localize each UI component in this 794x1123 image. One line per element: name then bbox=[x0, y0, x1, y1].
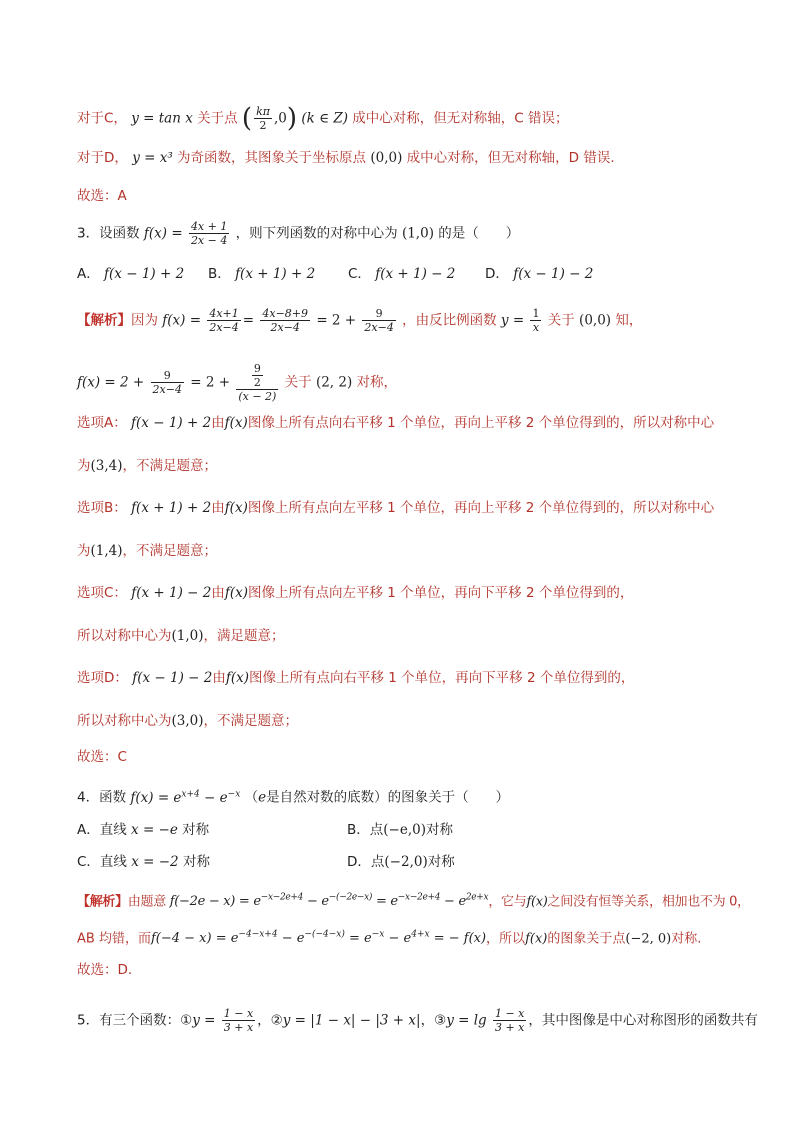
text: 3．设函数 bbox=[77, 225, 140, 242]
text: 的是（ ） bbox=[438, 225, 520, 242]
math-expr: f(x) = bbox=[143, 225, 183, 242]
math-expr: y = tan x bbox=[131, 110, 193, 127]
frac-den: x bbox=[532, 321, 540, 334]
math-expr: = 2 + bbox=[190, 374, 231, 391]
text: 成中心对称，但无对称轴，D 错误. bbox=[406, 150, 615, 166]
q4-analysis-line-1: 【解析】由题意 $f(-2e - x) = e^{-x-2e+4} - e^{-(-2e-x)} = e^{-x-2e+4} - e^{2e+x}$，它与f(x)之间没有恒等关系，相加也不为 0， bbox=[77, 893, 750, 910]
frac-num: 9 bbox=[151, 369, 184, 383]
math-expr: y = bbox=[500, 312, 525, 329]
frac-den: 2x − 4 bbox=[190, 234, 228, 247]
frac-num: 1 bbox=[532, 307, 540, 320]
text: 4．函数 bbox=[77, 789, 127, 806]
q3-option-a-analysis-2: 为(3,4)，不满足题意； bbox=[77, 458, 218, 474]
frac-den: 2 bbox=[253, 376, 261, 389]
fraction bbox=[189, 220, 229, 247]
math-expr: f(x − 1) + 2 bbox=[104, 266, 185, 282]
math-expr: y = |1 − x| − |3 + x| bbox=[282, 1012, 421, 1029]
frac-num: 4x+1 bbox=[209, 307, 239, 320]
fraction: $\frac{1 - x}{3 + x}$ bbox=[223, 1007, 254, 1034]
frac-den: 2x−4 bbox=[152, 383, 182, 396]
math-expr: (1,4) bbox=[90, 543, 123, 559]
math-expr: (0,0) bbox=[579, 312, 612, 329]
math-expr: f(x − 1) + 2 bbox=[131, 415, 212, 431]
math-expr: ,0 bbox=[273, 110, 287, 127]
text: 对称， bbox=[356, 374, 398, 391]
q3-option-c[interactable] bbox=[348, 264, 455, 284]
line-c-analysis bbox=[77, 105, 569, 132]
fraction: $\frac{1 - x}{3 + x}$ bbox=[494, 1007, 525, 1034]
q3-option-a[interactable] bbox=[77, 264, 184, 284]
fraction bbox=[260, 307, 310, 334]
answer-line-1: 故选：A bbox=[77, 188, 127, 204]
math-expr: f(x + 1) − 2 bbox=[131, 585, 212, 601]
math-expr: f(x) bbox=[224, 415, 248, 431]
frac-den: 2x−4 bbox=[270, 321, 300, 334]
text: 关于点 bbox=[197, 110, 238, 127]
q3-answer: 故选：C bbox=[77, 749, 127, 765]
question-4: 4．函数 $f(x) = e^{x+4} - e^{-x}$ （e是自然对数的底数）的图象关于（ ） bbox=[77, 789, 510, 806]
math-expr: $f(-2e - x) = e^{-x-2e+4} - e^{-(-2e-x)} = e^{-x-2e+4} - e^{2e+x}$ bbox=[169, 893, 489, 910]
math-expr: x = −e bbox=[131, 822, 178, 838]
math-expr: f(x) bbox=[224, 500, 248, 516]
q3-analysis-line-2 bbox=[77, 362, 397, 403]
frac-num: 9 bbox=[362, 307, 395, 321]
math-expr: = 2 + bbox=[316, 312, 357, 329]
math-expr: f(x) = 2 + bbox=[77, 374, 145, 391]
text: ，由反比例函数 bbox=[402, 312, 497, 329]
analysis-tag: 【解析】 bbox=[77, 894, 128, 910]
q3-analysis-line-1: 【解析】因为 f(x) = $\frac{4x+1}{2x-4}$ = $\frac{4x-8+9}{2x-4}$ = 2 + $\frac{9}{2x-4}$ ，由反比例函数 y = $\frac{1}{x}$ 关于 (0,0) 知， bbox=[77, 307, 643, 334]
text: 因为 bbox=[131, 312, 158, 329]
math-expr: y = bbox=[192, 1012, 216, 1029]
frac-num bbox=[236, 362, 278, 390]
q4-option-d[interactable]: D．点(−2,0)对称 bbox=[347, 854, 455, 870]
frac-num: 9 bbox=[253, 362, 261, 375]
q3-option-b-analysis-2: 为(1,4)，不满足题意； bbox=[77, 543, 218, 559]
fraction bbox=[207, 307, 240, 334]
math-expr: (k ∈ Z) bbox=[301, 110, 348, 127]
text: 知， bbox=[615, 312, 643, 329]
text: 对于D， bbox=[77, 150, 128, 166]
option-label: B． bbox=[208, 266, 231, 282]
fraction bbox=[362, 307, 395, 334]
math-expr: (−e,0) bbox=[383, 822, 426, 838]
q3-option-d-analysis-2: 所以对称中心为(3,0)，不满足题意； bbox=[77, 713, 299, 729]
paren-open: ( bbox=[241, 103, 253, 134]
question-5: 5．有三个函数：①y = $\frac{1 - x}{3 + x}$ ，②y = |1 − x| − |3 + x|，③y = lg $\frac{1 - x}{3 + x}$ ，其中图像是中心对称图形的函数共有 bbox=[77, 1007, 758, 1034]
math-expr: f(x − 1) − 2 bbox=[132, 670, 213, 686]
math-expr: f(x + 1) + 2 bbox=[131, 500, 212, 516]
math-expr: (−2, 0) bbox=[625, 931, 672, 947]
text: 关于 bbox=[284, 374, 312, 391]
q3-option-d[interactable] bbox=[485, 264, 593, 284]
math-expr: $f(-4 - x) = e^{-4-x+4} - e^{-(-4-x)} = e^{-x} - e^{4+x}$ = − f(x) bbox=[150, 930, 487, 947]
frac-num: 4x−8+9 bbox=[262, 307, 309, 320]
option-label: A． bbox=[77, 266, 100, 282]
frac-num: 4x + 1 bbox=[190, 220, 228, 233]
math-expr: (1,0) bbox=[171, 628, 204, 644]
frac-den: 2x−4 bbox=[209, 321, 239, 334]
text: 为奇函数，其图象关于坐标原点 bbox=[177, 150, 367, 166]
math-expr: (−2,0) bbox=[384, 854, 428, 870]
text: ，则下列函数的对称中心为 bbox=[235, 225, 398, 242]
frac-num: kπ bbox=[256, 105, 270, 118]
q4-option-c[interactable]: C．直线 x = −2 对称 bbox=[77, 854, 210, 870]
math-expr: f(x) bbox=[225, 670, 249, 686]
q3-option-b-analysis: 选项B： f(x + 1) + 2由f(x)图像上所有点向左平移 1 个单位，再向上平移 2 个单位得到的，所以对称中心 bbox=[77, 500, 715, 516]
option-label: C． bbox=[348, 266, 371, 282]
text: 成中心对称，但无对称轴，C 错误； bbox=[352, 110, 569, 127]
text: 关于 bbox=[547, 312, 575, 329]
line-d-analysis bbox=[77, 148, 615, 168]
math-expr: f(x) bbox=[525, 931, 548, 947]
math-expr: y = lg bbox=[446, 1012, 487, 1029]
math-expr: (3,4) bbox=[90, 458, 123, 474]
math-expr: e bbox=[258, 789, 267, 806]
math-expr: f(x) = bbox=[162, 312, 202, 329]
nested-fraction bbox=[252, 362, 263, 389]
math-expr: f(x) bbox=[224, 585, 249, 601]
math-expr: (3,0) bbox=[171, 713, 204, 729]
fraction bbox=[236, 362, 278, 403]
fraction bbox=[254, 105, 272, 132]
paren-close: ) bbox=[286, 103, 298, 134]
math-expr: f(x − 1) − 2 bbox=[513, 266, 594, 282]
q3-option-a-analysis: 选项A： f(x − 1) + 2由f(x)图像上所有点向右平移 1 个单位，再向上平移 2 个单位得到的，所以对称中心 bbox=[77, 415, 715, 431]
math-expr: (1,0) bbox=[401, 225, 434, 242]
q3-option-b[interactable] bbox=[208, 264, 315, 284]
math-expr: x = −2 bbox=[131, 854, 179, 870]
math-expr: (2, 2) bbox=[315, 374, 353, 391]
q4-option-b[interactable]: B．点(−e,0)对称 bbox=[347, 822, 453, 838]
fraction bbox=[530, 307, 541, 334]
frac-den: 2x−4 bbox=[364, 321, 394, 334]
option-label: D． bbox=[485, 266, 509, 282]
math-expr: f(x) bbox=[526, 894, 548, 910]
q4-analysis-line-2: AB 均错，而$f(-4 - x) = e^{-4-x+4} - e^{-(-4-x)} = e^{-x} - e^{4+x}$ = − f(x)，所以f(x)的图象关于点(−2, 0)对称. bbox=[77, 930, 702, 947]
q3-option-d-analysis: 选项D： f(x − 1) − 2由f(x)图像上所有点向右平移 1 个单位，再向下平移 2 个单位得到的， bbox=[77, 670, 635, 686]
q3-option-c-analysis-2: 所以对称中心为(1,0)，满足题意； bbox=[77, 628, 285, 644]
math-expr: $f(x) = e^{x+4} - e^{-x}$ bbox=[130, 789, 241, 806]
q3-option-c-analysis: 选项C： f(x + 1) − 2由f(x)图像上所有点向左平移 1 个单位，再向下平移 2 个单位得到的， bbox=[77, 585, 634, 601]
q4-answer: 故选：D. bbox=[77, 962, 133, 978]
analysis-tag: 【解析】 bbox=[77, 312, 131, 329]
text: 对于C， bbox=[77, 110, 127, 127]
q4-option-a[interactable]: A．直线 x = −e 对称 bbox=[77, 822, 210, 838]
math-expr: f(x + 1) + 2 bbox=[235, 266, 316, 282]
frac-den: (x − 2) bbox=[238, 390, 277, 403]
question-3 bbox=[77, 220, 519, 247]
frac-den: 2 bbox=[259, 119, 267, 132]
math-expr: f(x + 1) − 2 bbox=[375, 266, 456, 282]
math-expr: y = x³ bbox=[132, 150, 173, 166]
fraction bbox=[151, 369, 184, 396]
math-expr: (0,0) bbox=[370, 150, 403, 166]
